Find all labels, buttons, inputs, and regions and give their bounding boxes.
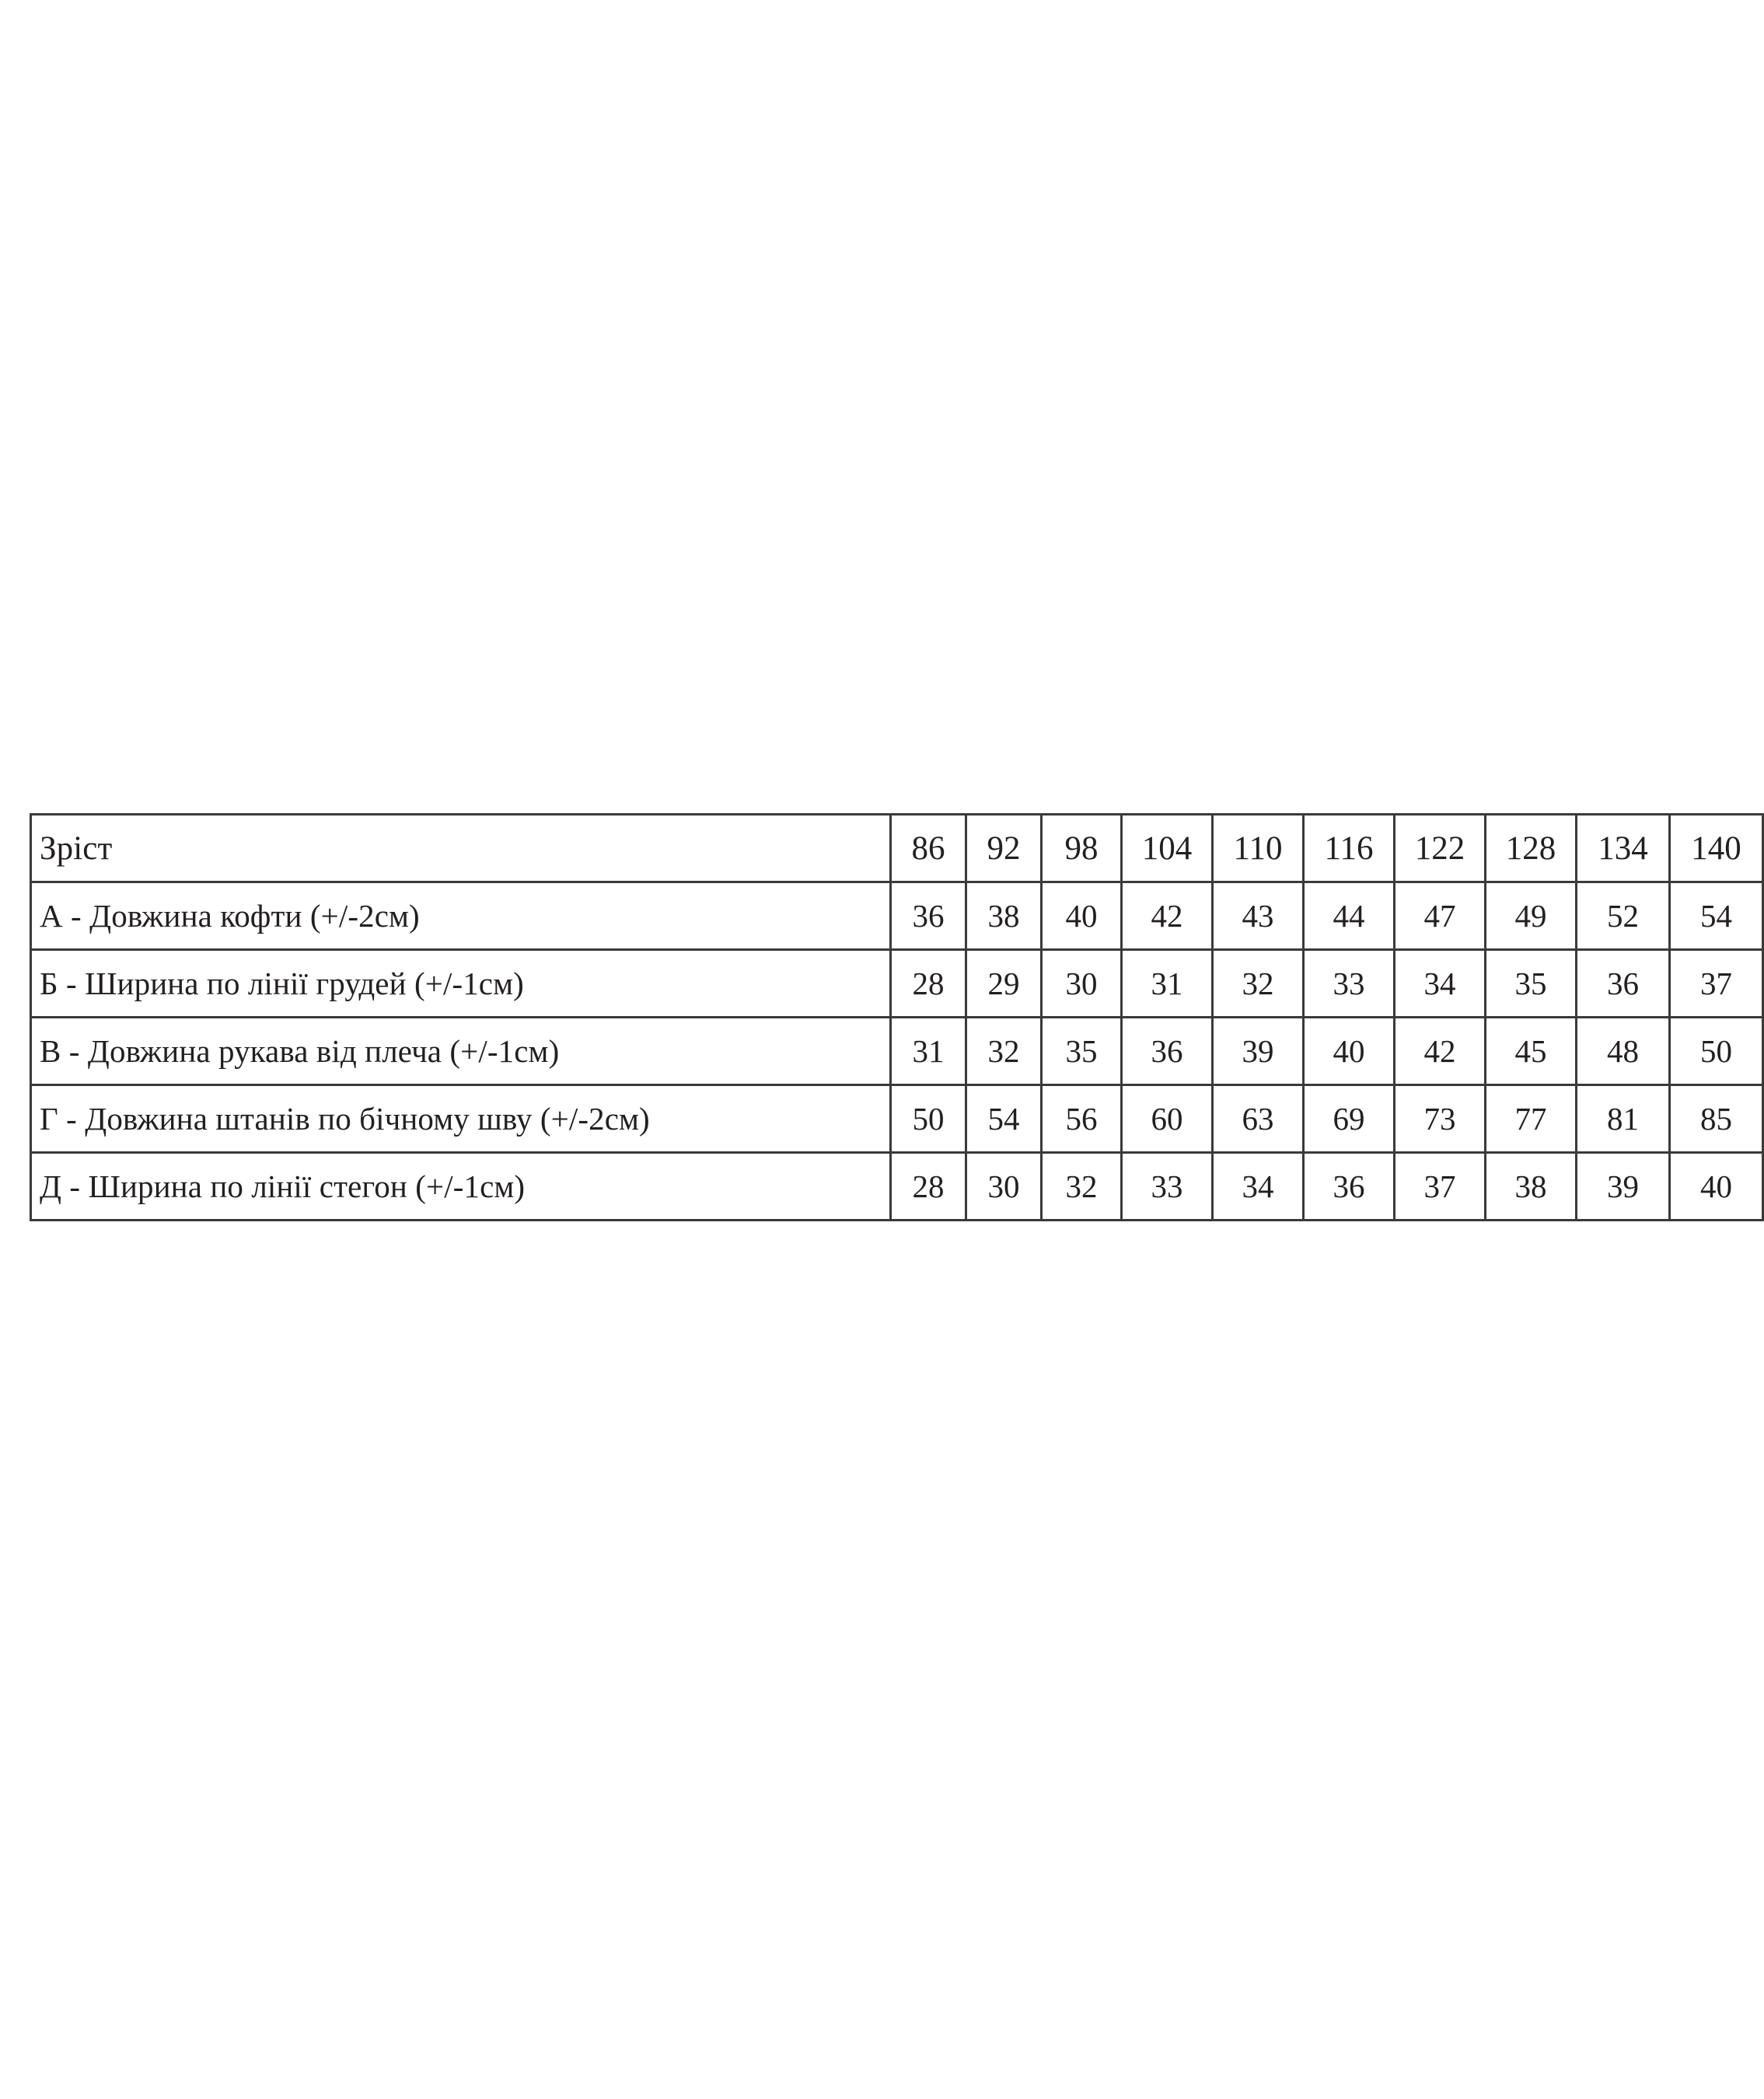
cell-v-86: 31 xyxy=(891,1018,966,1085)
cell-b-140: 37 xyxy=(1670,950,1763,1018)
table-row xyxy=(31,1085,1763,1153)
cell-g-128: 77 xyxy=(1486,1085,1577,1153)
cell-b-104: 31 xyxy=(1122,950,1213,1018)
table-row xyxy=(31,1018,1763,1085)
cell-b-116: 33 xyxy=(1304,950,1395,1018)
cell-a-140: 54 xyxy=(1670,882,1763,950)
cell-b-92: 29 xyxy=(966,950,1042,1018)
cell-g-116: 69 xyxy=(1304,1085,1395,1153)
cell-a-86: 36 xyxy=(891,882,966,950)
row-label-b: Б - Ширина по лінії грудей (+/-1см) xyxy=(31,950,891,1018)
cell-v-92: 32 xyxy=(966,1018,1042,1085)
cell-d-98: 32 xyxy=(1042,1153,1122,1221)
cell-d-104: 33 xyxy=(1122,1153,1213,1221)
cell-d-128: 38 xyxy=(1486,1153,1577,1221)
cell-d-140: 40 xyxy=(1670,1153,1763,1221)
cell-g-86: 50 xyxy=(891,1085,966,1153)
cell-a-110: 43 xyxy=(1213,882,1304,950)
cell-v-110: 39 xyxy=(1213,1018,1304,1085)
header-size-122: 122 xyxy=(1395,815,1486,882)
cell-a-134: 52 xyxy=(1577,882,1670,950)
header-size-116: 116 xyxy=(1304,815,1395,882)
row-label-g: Г - Довжина штанів по бічному шву (+/-2см) xyxy=(31,1085,891,1153)
row-label-v: В - Довжина рукава від плеча (+/-1см) xyxy=(31,1018,891,1085)
row-label-d: Д - Ширина по лінії стегон (+/-1см) xyxy=(31,1153,891,1221)
cell-b-86: 28 xyxy=(891,950,966,1018)
cell-d-116: 36 xyxy=(1304,1153,1395,1221)
table-row xyxy=(31,950,1763,1018)
size-chart-container xyxy=(30,813,1741,1221)
header-size-140: 140 xyxy=(1670,815,1763,882)
cell-g-122: 73 xyxy=(1395,1085,1486,1153)
table-row xyxy=(31,1153,1763,1221)
header-size-104: 104 xyxy=(1122,815,1213,882)
cell-a-122: 47 xyxy=(1395,882,1486,950)
cell-g-104: 60 xyxy=(1122,1085,1213,1153)
header-size-86: 86 xyxy=(891,815,966,882)
cell-a-104: 42 xyxy=(1122,882,1213,950)
cell-v-128: 45 xyxy=(1486,1018,1577,1085)
cell-g-140: 85 xyxy=(1670,1085,1763,1153)
cell-b-98: 30 xyxy=(1042,950,1122,1018)
cell-b-122: 34 xyxy=(1395,950,1486,1018)
cell-g-134: 81 xyxy=(1577,1085,1670,1153)
cell-v-140: 50 xyxy=(1670,1018,1763,1085)
size-chart-table xyxy=(30,813,1764,1221)
cell-g-92: 54 xyxy=(966,1085,1042,1153)
cell-v-98: 35 xyxy=(1042,1018,1122,1085)
cell-d-86: 28 xyxy=(891,1153,966,1221)
cell-v-122: 42 xyxy=(1395,1018,1486,1085)
cell-v-104: 36 xyxy=(1122,1018,1213,1085)
cell-b-128: 35 xyxy=(1486,950,1577,1018)
header-label-height: Зріст xyxy=(31,815,891,882)
cell-v-134: 48 xyxy=(1577,1018,1670,1085)
cell-g-110: 63 xyxy=(1213,1085,1304,1153)
cell-v-116: 40 xyxy=(1304,1018,1395,1085)
cell-b-134: 36 xyxy=(1577,950,1670,1018)
header-size-110: 110 xyxy=(1213,815,1304,882)
cell-a-98: 40 xyxy=(1042,882,1122,950)
cell-d-134: 39 xyxy=(1577,1153,1670,1221)
cell-d-122: 37 xyxy=(1395,1153,1486,1221)
cell-g-98: 56 xyxy=(1042,1085,1122,1153)
row-label-a: А - Довжина кофти (+/-2см) xyxy=(31,882,891,950)
header-size-134: 134 xyxy=(1577,815,1670,882)
cell-d-92: 30 xyxy=(966,1153,1042,1221)
cell-a-116: 44 xyxy=(1304,882,1395,950)
table-header-row xyxy=(31,815,1763,882)
header-size-98: 98 xyxy=(1042,815,1122,882)
cell-a-128: 49 xyxy=(1486,882,1577,950)
header-size-92: 92 xyxy=(966,815,1042,882)
cell-b-110: 32 xyxy=(1213,950,1304,1018)
cell-d-110: 34 xyxy=(1213,1153,1304,1221)
table-row xyxy=(31,882,1763,950)
cell-a-92: 38 xyxy=(966,882,1042,950)
header-size-128: 128 xyxy=(1486,815,1577,882)
